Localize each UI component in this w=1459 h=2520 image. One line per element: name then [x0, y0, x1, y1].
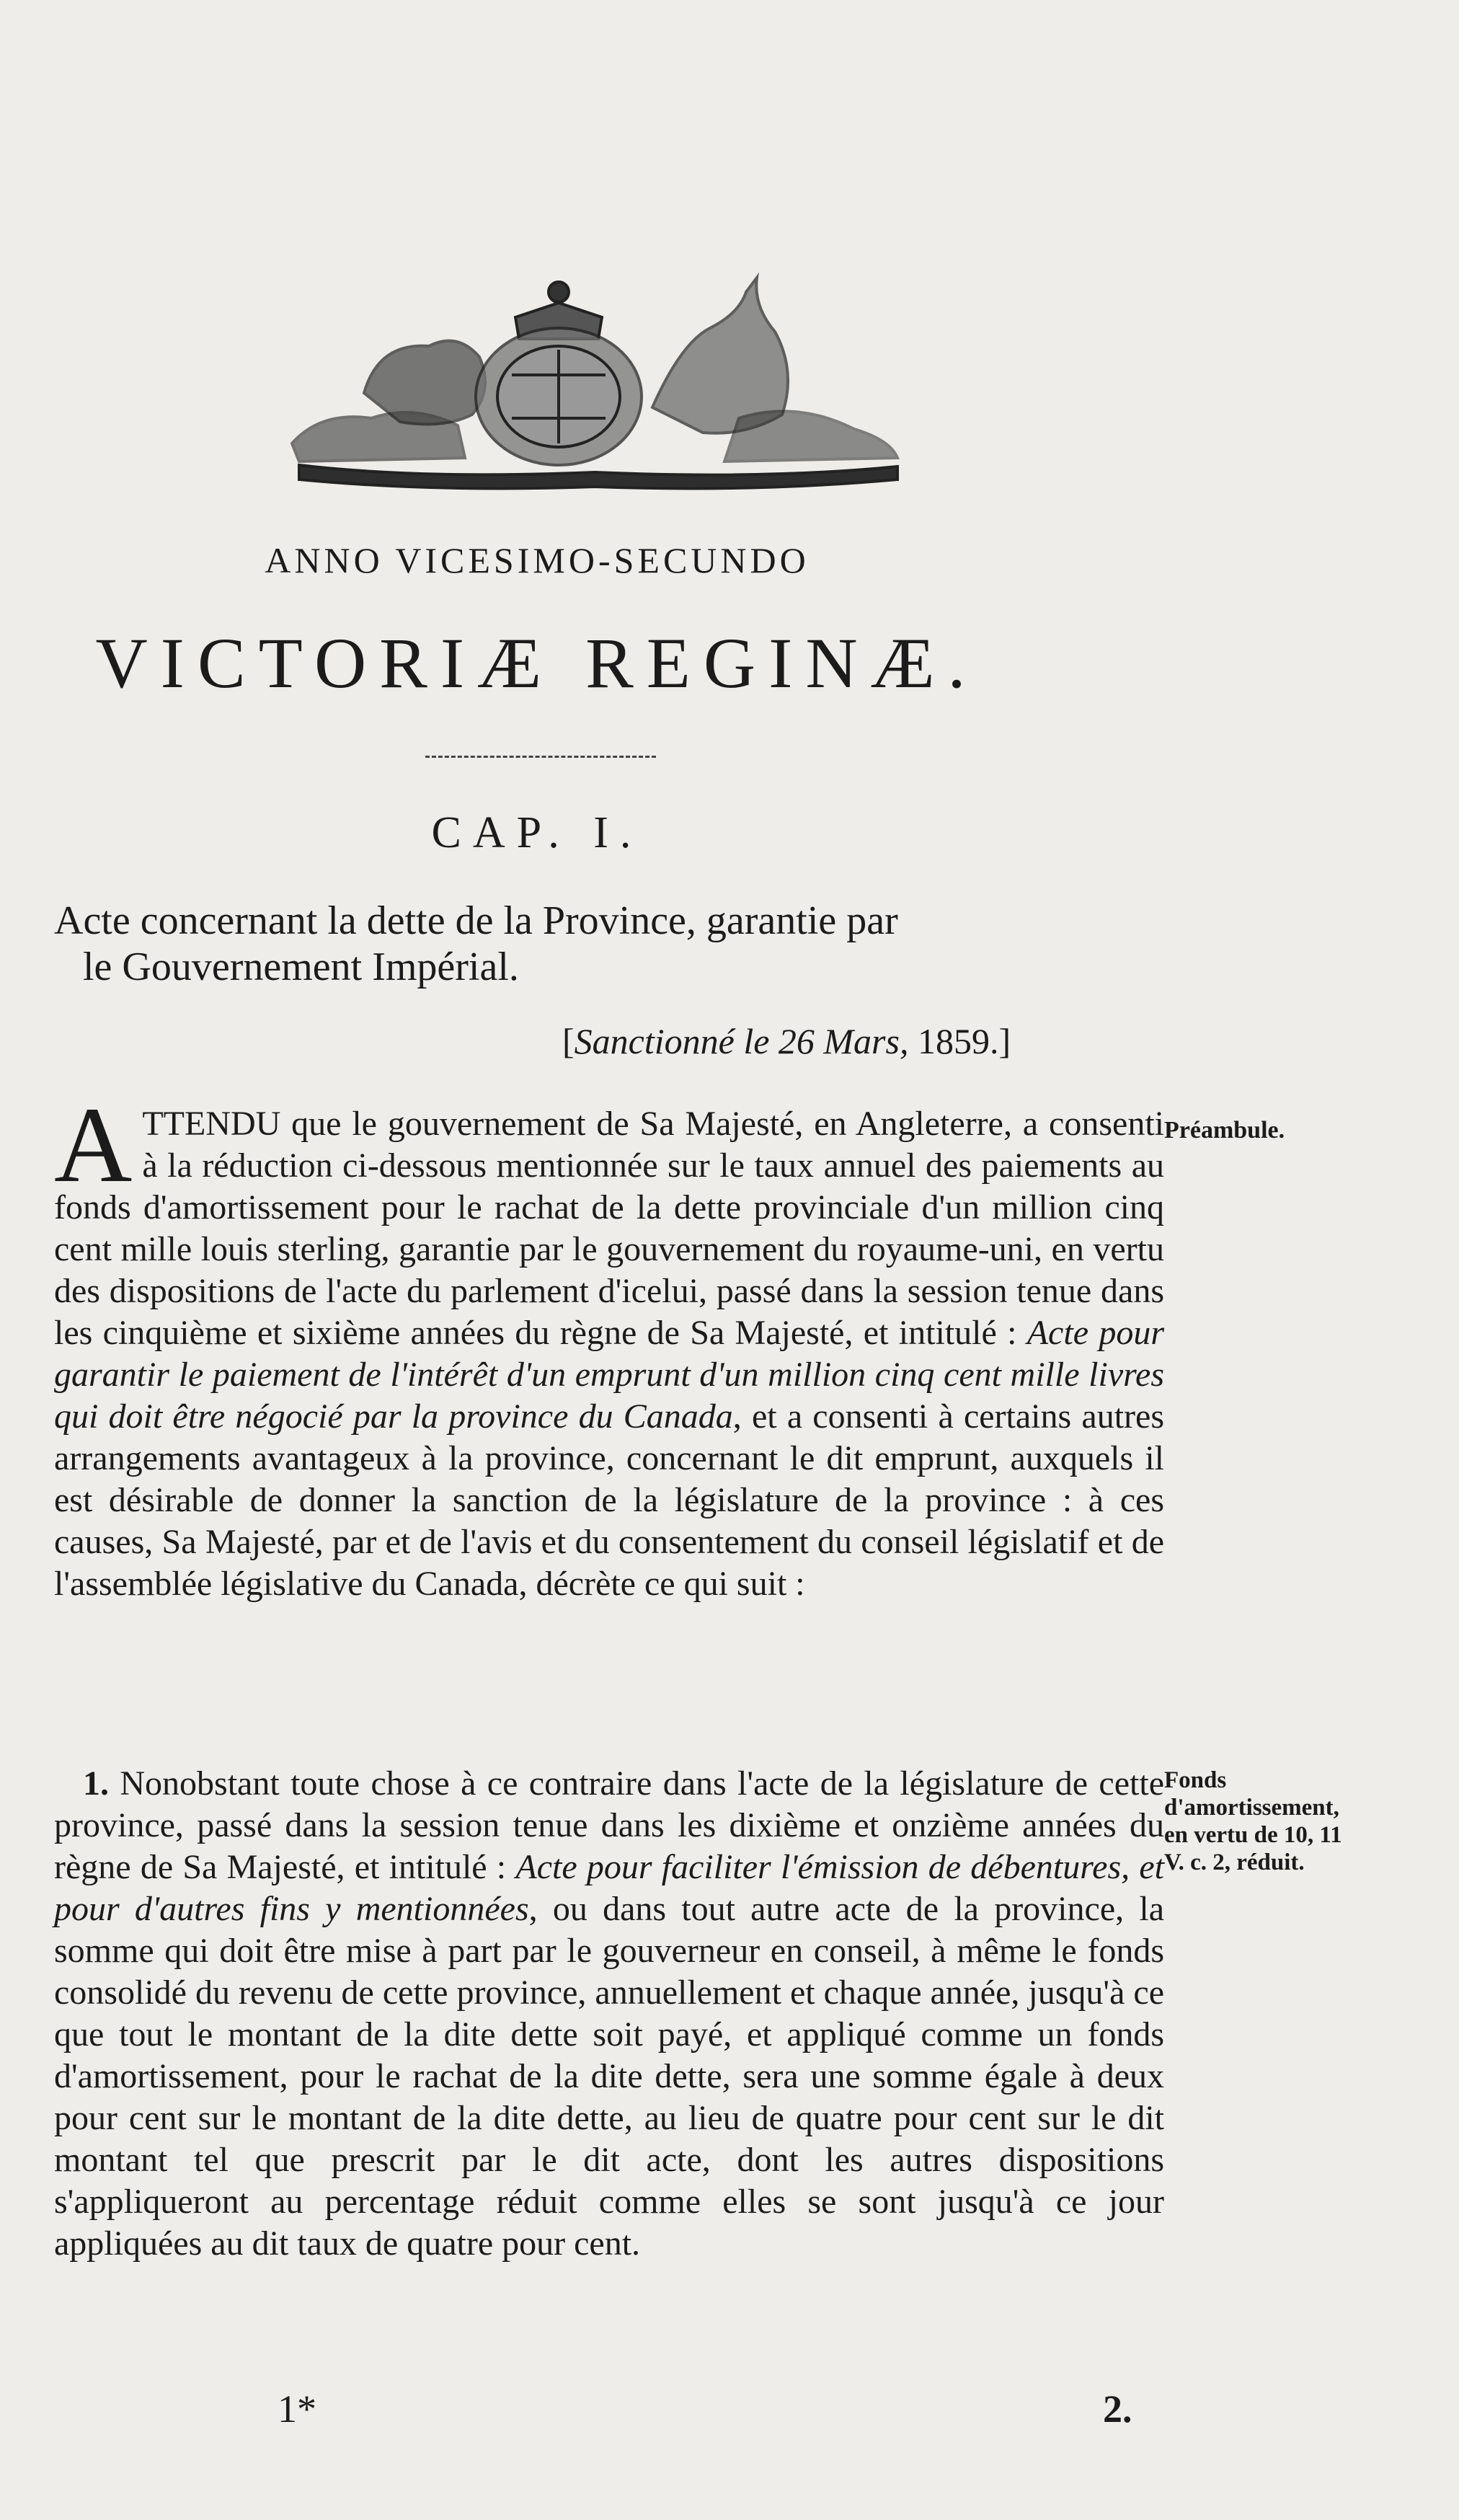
preamble-lead-word: TTENDU: [142, 1105, 281, 1143]
signature-mark: 1*: [278, 2387, 316, 2431]
section-1-italic-title: Acte pour faciliter l'émission de débentures, et pour d'autres fins y mentionnées: [54, 1848, 1164, 1928]
margin-note-preamble: Préambule.: [1164, 1117, 1285, 1144]
sanction-date: [562, 1020, 1011, 1062]
section-1-text-b: , ou dans tout autre acte de la province, la somme qui doit être mise à part par le gouverneur en conseil, à même le fonds consolidé du revenu de cette province, annuellement et chaque année, jusqu'à ce que tout le montant de la dite dette soit payé, et appliqué comme un fonds d'amortissement, pour le rachat de la dite dette, sera une somme égale à deux pour cent sur le montant de la dite dette, au lieu de quatre pour cent sur le dit montant tel que prescrit par le dit acte, dont les autres dispositions s'appliqueront au percentage réduit comme elles se sont jusqu'à ce jour appliquées au dit taux de quatre pour cent.: [54, 1890, 1164, 2263]
regnal-year-heading: ANNO VICESIMO-SECUNDO: [265, 540, 810, 580]
royal-coat-of-arms-emblem: [278, 263, 912, 498]
act-title-line-2: le Gouvernement Impérial.: [83, 945, 519, 989]
act-title: [54, 898, 1164, 990]
preamble-text-a: que le gouvernement de Sa Majesté, en Angleterre, a consenti à la réduction ci-dessous mentionnée sur le taux annuel des paiements au fonds d'amortissement pour le rachat de la dette provinciale d'un million cinq cent mille louis sterling, garantie par le gouvernement du royaume-uni, en vertu des dispositions de l'acte du parlement d'icelui, passé dans la session tenue dans les cinquième et sixième années du règne de Sa Majesté, et intitulé :: [54, 1105, 1164, 1352]
preamble-italic-title: Acte pour garantir le paiement de l'intérêt d'un emprunt d'un million cinq cent mille livres qui doit être négocié par la province du Canada: [54, 1314, 1164, 1436]
sanction-year: 1859.]: [908, 1021, 1011, 1061]
margin-note-section-1: Fonds d'amortissement, en vertu de 10, 11 V. c. 2, réduit.: [1164, 1767, 1342, 1875]
sanction-italic: Sanctionné le 26 Mars,: [574, 1021, 909, 1061]
catchword: 2.: [1103, 2387, 1132, 2431]
drop-cap: A: [54, 1085, 133, 1205]
preamble-text-b: , et a consenti à certains autres arrangements avantageux à la province, concernant le dit emprunt, auxquels il est désirable de donner la sanction de la législature de la province : à ces causes, Sa Majesté, par et de l'avis et du consentement du conseil législatif et de l'assemblée législative du Canada, décrète ce qui suit :: [54, 1397, 1164, 1603]
chapter-number: CAP. I.: [431, 808, 643, 857]
separator-rule: [425, 756, 656, 758]
preamble-paragraph: [54, 1085, 1164, 1605]
sanction-open-bracket: [: [562, 1021, 575, 1061]
section-1-text-a: Nonobstant toute chose à ce contraire dans l'acte de la législature de cette province, passé dans la session tenue dans les dixième et onzième années du règne de Sa Majesté, et intitulé :: [54, 1764, 1164, 1886]
section-1-paragraph: [54, 1763, 1164, 2265]
regnal-title: VICTORIÆ REGINÆ.: [95, 623, 979, 703]
act-title-line-1: Acte concernant la dette de la Province, garantie par: [54, 898, 898, 943]
section-number: 1.: [83, 1764, 109, 1803]
